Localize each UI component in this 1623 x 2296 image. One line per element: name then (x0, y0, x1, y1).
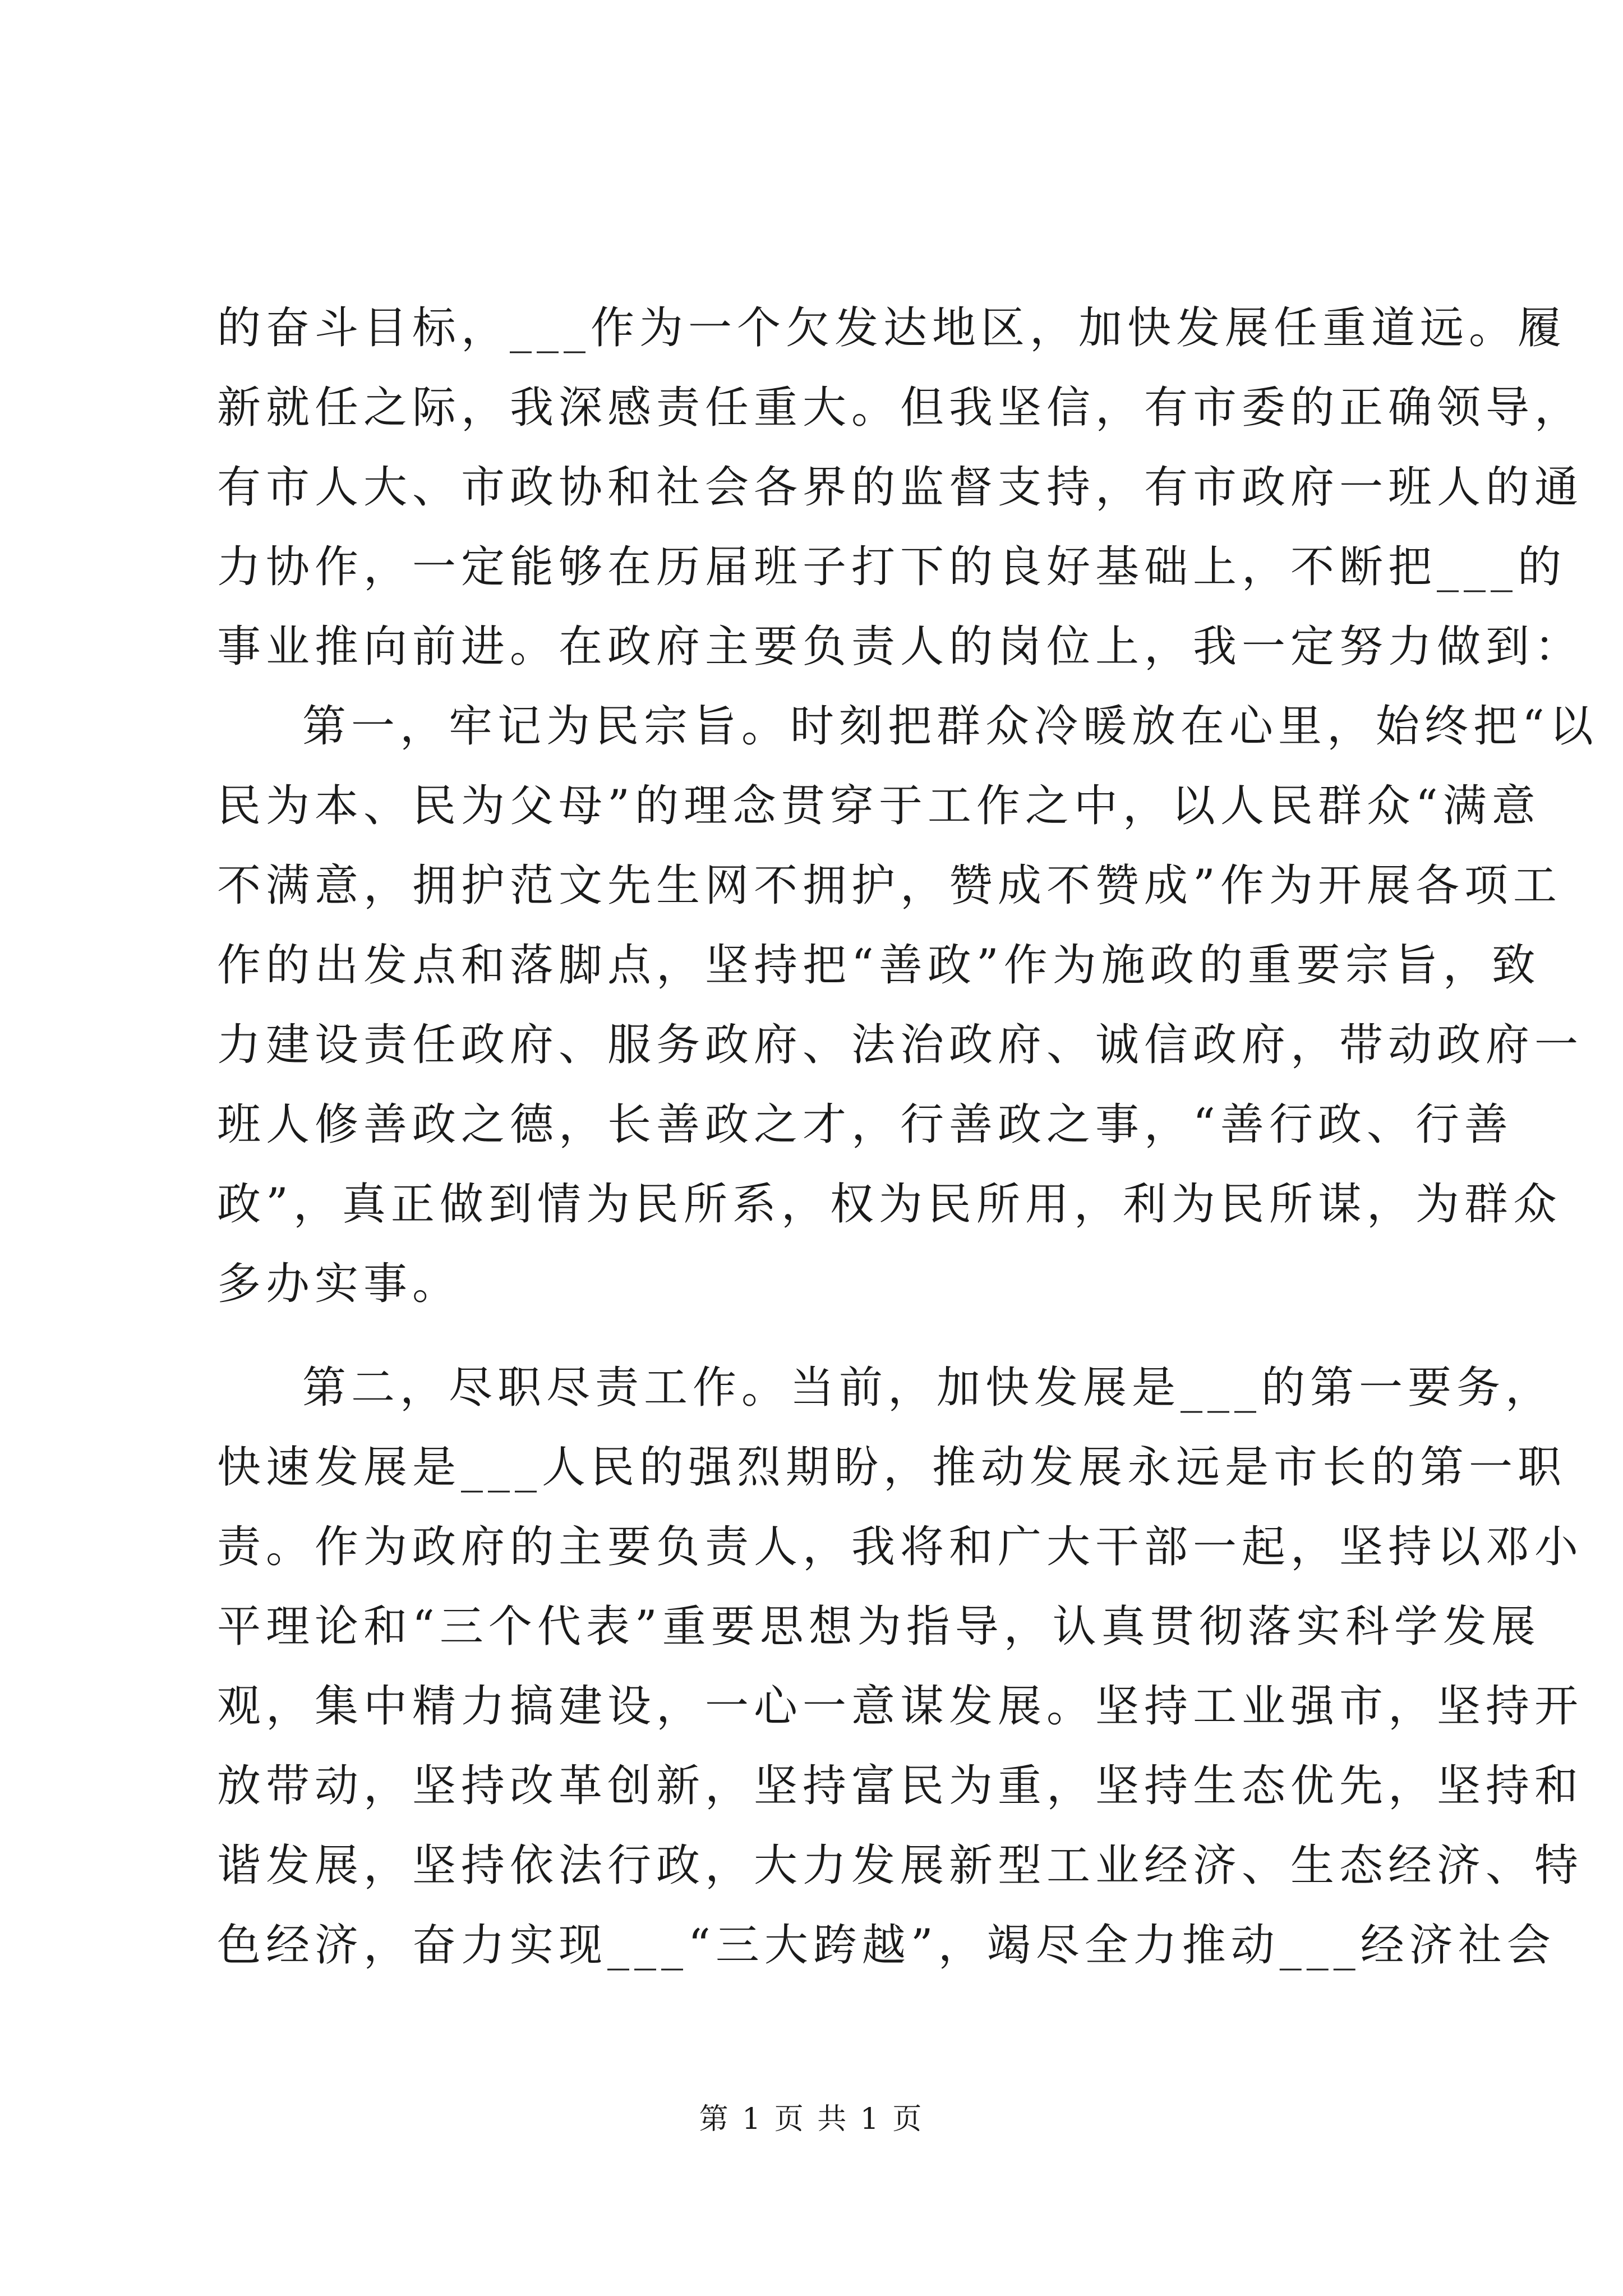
body-text-line: 观，集中精力搞建设，一心一意谋发展。坚持工业强市，坚持开 (217, 1681, 1584, 1732)
body-text-line: 事业推向前进。在政府主要负责人的岗位上，我一定努力做到： (217, 622, 1584, 672)
paragraph-first-line: 第一，牢记为民宗旨。时刻把群众冷暖放在心里，始终把“以 (302, 701, 1598, 752)
body-text-line: 政”，真正做到情为民所系，权为民所用，利为民所谋，为群众 (217, 1179, 1562, 1230)
paragraph-last-line: 多办实事。 (217, 1259, 462, 1309)
body-text-line: 民为本、民为父母”的理念贯穿于工作之中，以人民群众“满意 (217, 781, 1541, 831)
body-text-line: 色经济，奋力实现___“三大跨越”，竭尽全力推动___经济社会 (217, 1920, 1556, 1971)
body-text-line: 放带动，坚持改革创新，坚持富民为重，坚持生态优先，坚持和 (217, 1761, 1584, 1811)
body-text-line: 新就任之际，我深感责任重大。但我坚信，有市委的正确领导， (217, 383, 1584, 433)
body-text-line: 不满意，拥护范文先生网不拥护，赞成不赞成”作为开展各项工 (217, 861, 1562, 911)
body-text-line: 责。作为政府的主要负责人，我将和广大干部一起，坚持以邓小 (217, 1522, 1584, 1572)
paragraph-first-line: 第二，尽职尽责工作。当前，加快发展是___的第一要务， (302, 1363, 1555, 1413)
body-text-line: 平理论和“三个代表”重要思想为指导，认真贯彻落实科学发展 (217, 1602, 1541, 1652)
body-text-line: 力协作，一定能够在历届班子打下的良好基础上，不断把___的 (217, 542, 1567, 592)
body-text-line: 的奋斗目标，___作为一个欠发达地区，加快发展任重道远。履 (217, 303, 1567, 353)
body-text-line: 作的出发点和落脚点，坚持把“善政”作为施政的重要宗旨，致 (217, 940, 1541, 991)
body-text-line: 快速发展是___人民的强烈期盼，推动发展永远是市长的第一职 (217, 1442, 1567, 1493)
body-text-line: 有市人大、市政协和社会各界的监督支持，有市政府一班人的通 (217, 462, 1584, 513)
body-text-line: 谐发展，坚持依法行政，大力发展新型工业经济、生态经济、特 (217, 1841, 1584, 1891)
body-text-line: 力建设责任政府、服务政府、法治政府、诚信政府，带动政府一 (217, 1020, 1584, 1070)
body-text-line: 班人修善政之德，长善政之才，行善政之事，“善行政、行善 (217, 1099, 1513, 1150)
page-footer: 第 1 页 共 1 页 (699, 2102, 924, 2136)
